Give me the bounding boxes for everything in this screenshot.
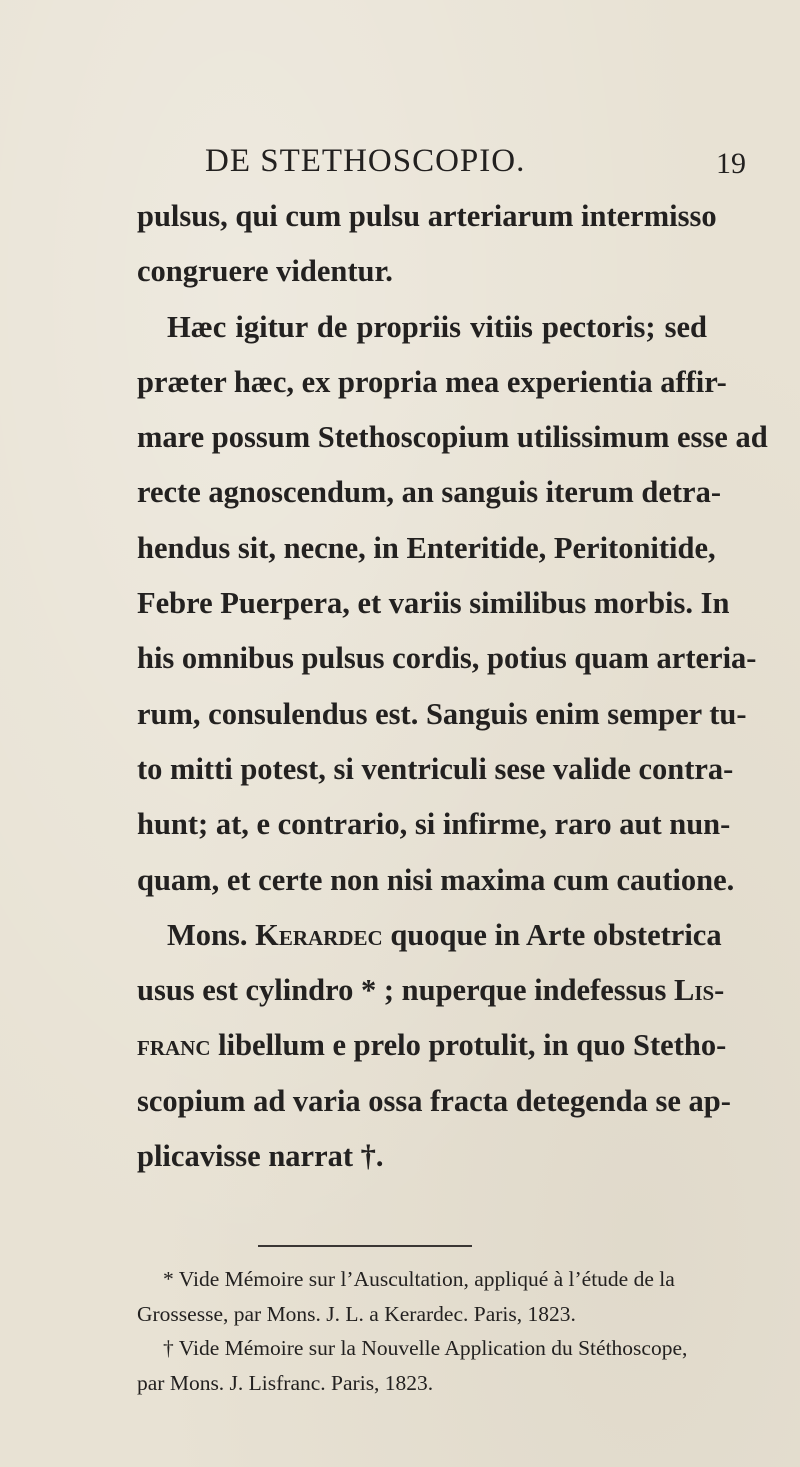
text-line: hunt; at, e contrario, si infirme, raro aut nun- — [137, 807, 731, 842]
paragraph-start-line — [137, 908, 722, 963]
text-line: to mitti potest, si ventriculi sese valide contra- — [137, 751, 734, 786]
text-line: quam, et certe non nisi maxima cum cautione. — [137, 862, 735, 897]
text-line: hendus sit, necne, in Enteritide, Peritonitide, — [137, 530, 716, 565]
footnotes — [137, 1262, 707, 1400]
text-line: mare possum Stethoscopium utilissimum esse ad — [137, 420, 768, 455]
footnote-line: † Vide Mémoire sur la Nouvelle Application du Stéthoscope, — [163, 1336, 688, 1360]
footnote-line: Grossesse, par Mons. J. L. a Kerardec. Paris, 1823. — [137, 1301, 576, 1326]
text-line: præter hæc, ex propria mea experientia affir- — [137, 364, 727, 399]
author-name-lisfranc-part1: Lis- — [673, 973, 725, 1008]
paragraph-start-line: Hæc igitur de propriis vitiis pectoris; sed — [167, 309, 707, 344]
text-line: recte agnoscendum, an sanguis iterum detra- — [137, 475, 721, 510]
text-run: quoque in Arte obstetrica — [390, 917, 722, 952]
text-line: congruere videntur. — [137, 254, 393, 289]
author-name-kerardec: Kerardec — [255, 917, 383, 952]
text-run: libellum e prelo protulit, in quo Stetho- — [218, 1028, 727, 1063]
text-line: rum, consulendus est. Sanguis enim semper tu- — [137, 696, 747, 731]
body-text — [137, 189, 768, 1184]
author-name-lisfranc-part2: franc — [137, 1028, 211, 1063]
text-line: Febre Puerpera, et variis similibus morbis. In — [137, 586, 730, 621]
text-line — [137, 1018, 727, 1073]
text-run: Mons. — [167, 917, 248, 952]
page-header — [0, 143, 800, 183]
text-line: pulsus, qui cum pulsu arteriarum intermisso — [137, 199, 717, 233]
text-run: usus est cylindro * ; nuperque indefessus — [137, 973, 667, 1008]
footnote-line: par Mons. J. Lisfranc. Paris, 1823. — [137, 1370, 434, 1395]
text-line — [137, 963, 725, 1018]
text-line: scopium ad varia ossa fracta detegenda se ap- — [137, 1083, 731, 1118]
footnote-line: * Vide Mémoire sur l’Auscultation, appliqué à l’étude de la — [163, 1267, 675, 1291]
footnote-divider — [258, 1245, 472, 1247]
text-line: plicavisse narrat †. — [137, 1139, 384, 1174]
text-line: his omnibus pulsus cordis, potius quam arteria- — [137, 641, 757, 676]
running-head: DE STETHOSCOPIO. — [205, 143, 526, 179]
page-number: 19 — [716, 147, 746, 180]
